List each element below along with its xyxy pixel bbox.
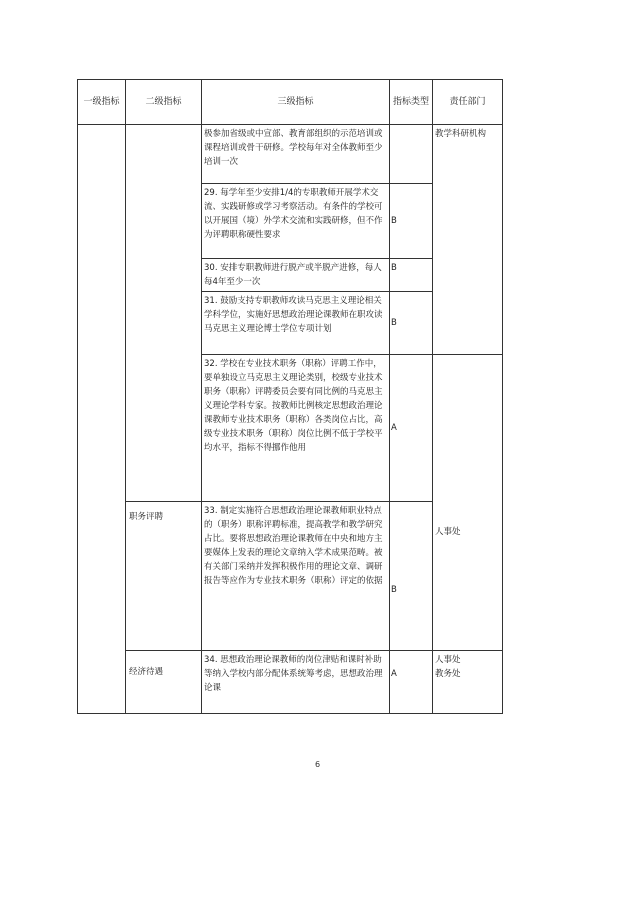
- type-cell: B: [390, 292, 433, 355]
- header-dept: 责任部门: [433, 80, 503, 125]
- indicator-table: [77, 79, 503, 714]
- level3-cell: 34. 思想政治理论课教师的岗位津贴和课时补助等纳入学校内部分配体系统筹考虑，思想政治理论课: [202, 651, 390, 714]
- dept-cell: 人事处: [433, 355, 503, 651]
- table-header-row: [78, 80, 503, 125]
- type-cell: A: [390, 355, 433, 502]
- page-number: 6: [314, 760, 321, 769]
- level3-cell: 29. 每学年至少安排1/4的专职教师开展学术交流、实践研修或学习考察活动。有条件的学校可以开展国（境）外学术交流和实践研修，但不作为评聘职称硬性要求: [202, 184, 390, 259]
- level3-cell: 33. 制定实施符合思想政治理论课教师职业特点的（职务）职称评聘标准，提高教学和教学研究占比。要将思想政治理论课教师在中央和地方主要媒体上发表的理论文章纳入学术成果范畴。被有关部门采纳并发挥积极作用的理论文章、调研报告等应作为专业技术职务（职称）评定的依据: [202, 502, 390, 651]
- header-level1: 一级指标: [78, 80, 126, 125]
- table-row: [78, 125, 503, 184]
- dept-cell: 人事处 教务处: [433, 651, 503, 714]
- type-cell: B: [390, 184, 433, 259]
- level1-cell: [78, 125, 126, 714]
- table-row: [78, 651, 503, 714]
- type-cell: B: [390, 259, 433, 292]
- header-level3: 三级指标: [202, 80, 390, 125]
- dept-cell: 教学科研机构: [433, 125, 503, 355]
- level3-cell: 30. 安排专职教师进行脱产或半脱产进修，每人每4年至少一次: [202, 259, 390, 292]
- type-cell: B: [390, 502, 433, 651]
- level3-cell: 31. 鼓励支持专职教师攻读马克思主义理论相关学科学位，实施好思想政治理论课教师在职攻读马克思主义理论博士学位专项计划: [202, 292, 390, 355]
- level3-cell: 极参加省级或中宣部、教育部组织的示范培训或课程培训或骨干研修。学校每年对全体教师至少培训一次: [202, 125, 390, 184]
- header-type: 指标类型: [390, 80, 433, 125]
- level2-cell: 职务评聘: [126, 502, 202, 651]
- level2-cell: [126, 125, 202, 502]
- type-cell: [390, 125, 433, 184]
- level2-cell: 经济待遇: [126, 651, 202, 714]
- header-level2: 二级指标: [126, 80, 202, 125]
- level3-cell: 32. 学校在专业技术职务（职称）评聘工作中，要单独设立马克思主义理论类别，校级专业技术职务（职称）评聘委员会要有同比例的马克思主义理论学科专家。按教师比例核定思想政治理论课教师专业技术职务（职称）各类岗位占比，高级专业技术职务（职称）岗位比例不低于学校平均水平，指标不得挪作他用: [202, 355, 390, 502]
- type-cell: A: [390, 651, 433, 714]
